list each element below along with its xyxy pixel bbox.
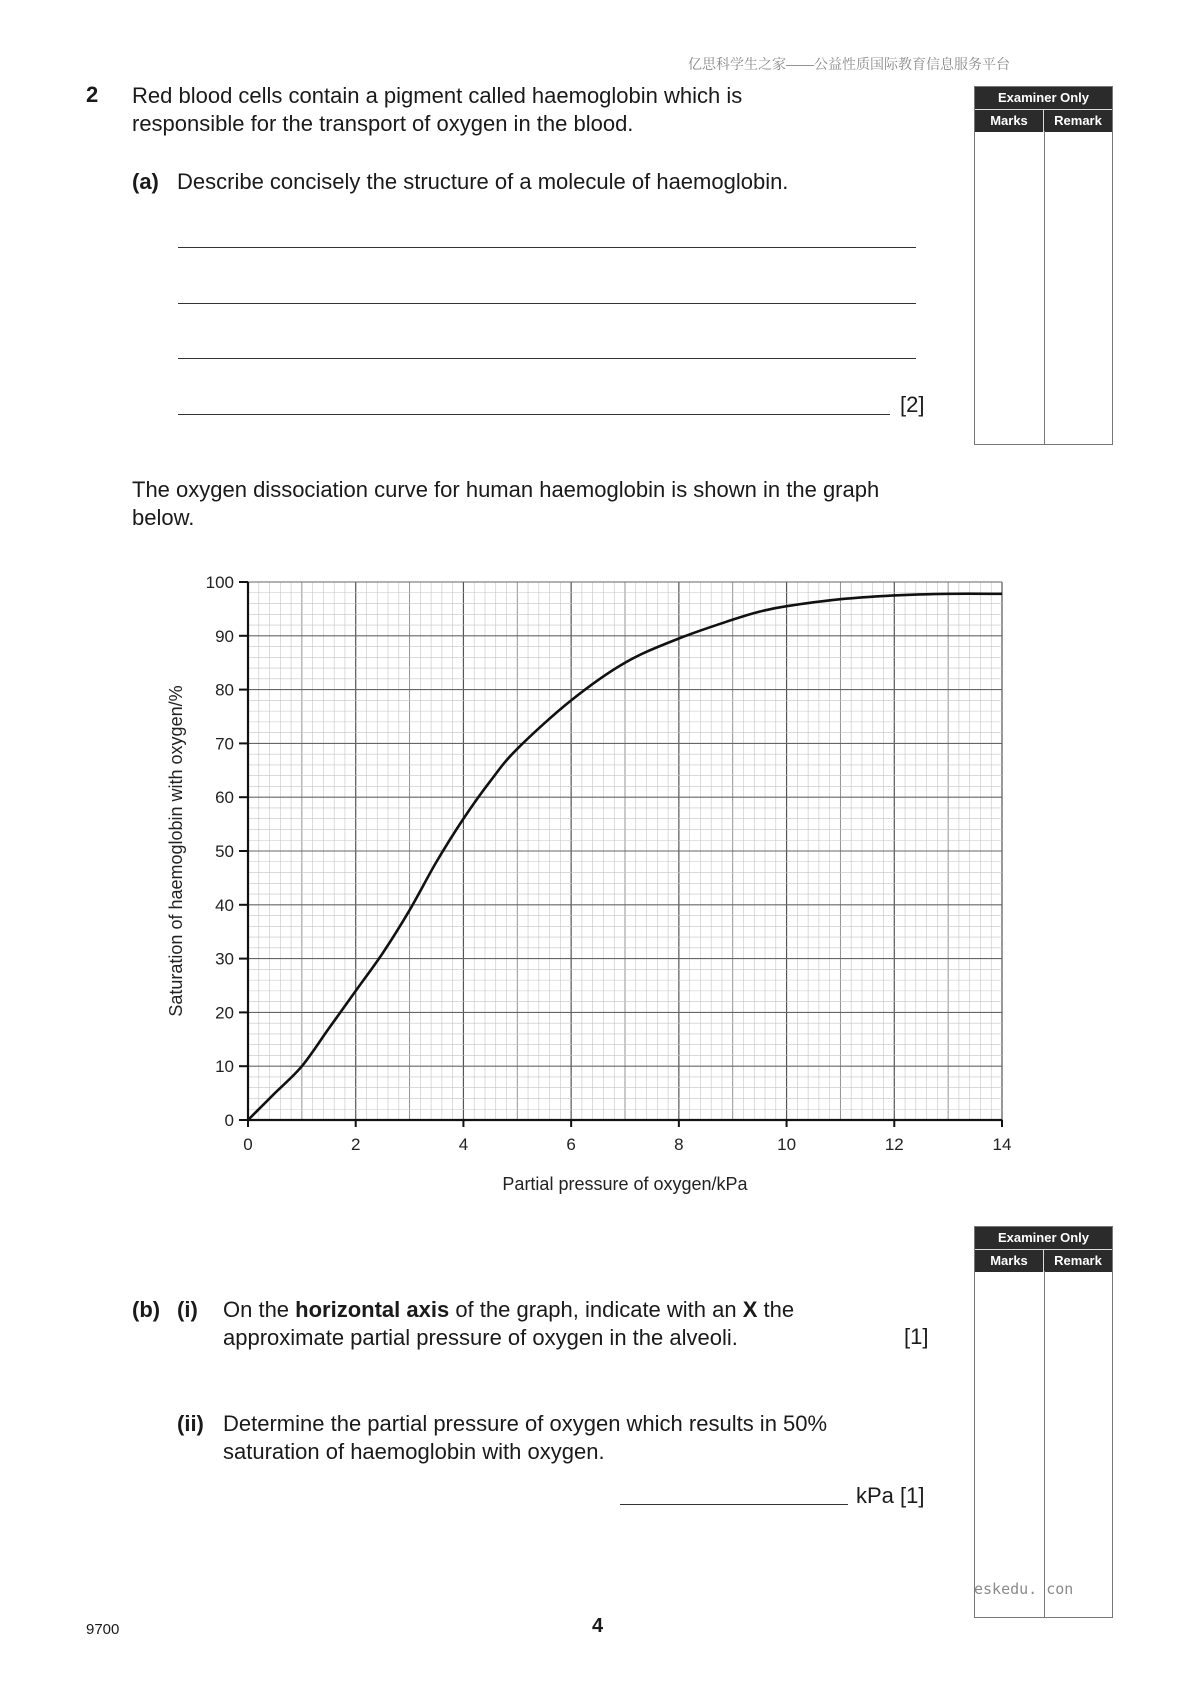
x-tick-label: 12 bbox=[884, 1135, 904, 1154]
part-b-i-question bbox=[223, 1296, 863, 1352]
y-tick-label: 70 bbox=[215, 734, 234, 754]
x-tick-label: 8 bbox=[674, 1135, 684, 1154]
examiner-box-title: Examiner Only bbox=[975, 87, 1112, 109]
y-tick-label: 90 bbox=[215, 626, 234, 646]
x-tick-label: 4 bbox=[458, 1135, 469, 1154]
y-tick-label: 80 bbox=[215, 680, 234, 700]
part-b-ii-answer bbox=[620, 1483, 924, 1509]
part-b-i-marks: [1] bbox=[904, 1324, 929, 1349]
chart-ticks bbox=[206, 573, 1012, 1154]
part-a-label: (a) bbox=[132, 169, 159, 194]
y-tick-label: 50 bbox=[215, 842, 234, 861]
watermark-text: 亿思科学生之家——公益性质国际教育信息服务平台 bbox=[688, 56, 1010, 72]
answer-line[interactable] bbox=[178, 303, 916, 304]
y-tick-label: 60 bbox=[215, 788, 234, 808]
x-axis-label: Partial pressure of oxygen/kPa bbox=[502, 1174, 748, 1194]
answer-line[interactable] bbox=[178, 414, 890, 415]
remark-column-header: Remark bbox=[1054, 1253, 1102, 1268]
marks-column-header: Marks bbox=[975, 110, 1044, 132]
y-tick-label: 40 bbox=[215, 895, 234, 915]
x-tick-label: 10 bbox=[777, 1135, 797, 1154]
question-number: 2 bbox=[86, 82, 99, 107]
bi-text-1: On the bbox=[223, 1297, 296, 1322]
x-tick-label: 2 bbox=[350, 1135, 361, 1154]
answer-line[interactable] bbox=[178, 358, 916, 359]
y-tick-label: 20 bbox=[215, 1003, 234, 1023]
bi-bold-horizontal-axis: horizontal axis bbox=[295, 1297, 450, 1322]
bi-text-2: of the graph, indicate with an bbox=[449, 1297, 743, 1322]
y-tick-label: 100 bbox=[205, 573, 234, 592]
column-divider bbox=[1044, 1271, 1045, 1617]
y-axis-label: Saturation of haemoglobin with oxygen/% bbox=[166, 685, 186, 1017]
oxygen-dissociation-chart bbox=[160, 570, 1040, 1210]
corner-watermark: eskedu. con bbox=[974, 1580, 1074, 1598]
y-tick-label: 0 bbox=[224, 1111, 234, 1130]
syllabus-code: 9700 bbox=[86, 1621, 120, 1638]
bi-text-3: the approximate partial pressure of oxygen in the alveoli. bbox=[223, 1297, 795, 1350]
graph-intro-text: The oxygen dissociation curve for human haemoglobin is shown in the graph below. bbox=[132, 477, 880, 530]
x-tick-label: 14 bbox=[992, 1135, 1012, 1154]
x-tick-label: 0 bbox=[243, 1135, 253, 1154]
bi-bold-x: X bbox=[742, 1297, 758, 1322]
part-b-i-label: (i) bbox=[177, 1297, 198, 1322]
column-divider bbox=[1044, 131, 1045, 444]
examiner-box-header bbox=[975, 109, 1112, 132]
examiner-box-top bbox=[974, 86, 1113, 445]
marks-column-header: Marks bbox=[975, 1250, 1044, 1272]
answer-line[interactable] bbox=[178, 247, 916, 248]
part-b-label: (b) bbox=[132, 1297, 161, 1322]
part-a-marks: [2] bbox=[900, 392, 925, 417]
question-intro: Red blood cells contain a pigment called haemoglobin which is responsible for the transport of oxygen in the blood. bbox=[132, 83, 743, 136]
answer-line[interactable] bbox=[620, 1504, 848, 1505]
x-tick-label: 6 bbox=[566, 1135, 576, 1154]
part-b-ii-unit-marks: kPa [1] bbox=[856, 1483, 925, 1508]
examiner-box-bottom bbox=[974, 1226, 1113, 1618]
y-tick-label: 10 bbox=[215, 1057, 234, 1077]
examiner-box-title: Examiner Only bbox=[975, 1227, 1112, 1249]
part-b-ii-label: (ii) bbox=[177, 1411, 204, 1436]
part-a-question: Describe concisely the structure of a molecule of haemoglobin. bbox=[177, 169, 789, 194]
remark-column-header: Remark bbox=[1054, 113, 1102, 128]
examiner-box-header bbox=[975, 1249, 1112, 1272]
part-b-ii-question: Determine the partial pressure of oxygen which results in 50% saturation of haemoglobin with oxygen. bbox=[223, 1411, 828, 1464]
page-number: 4 bbox=[592, 1615, 604, 1637]
y-tick-label: 30 bbox=[215, 949, 234, 969]
